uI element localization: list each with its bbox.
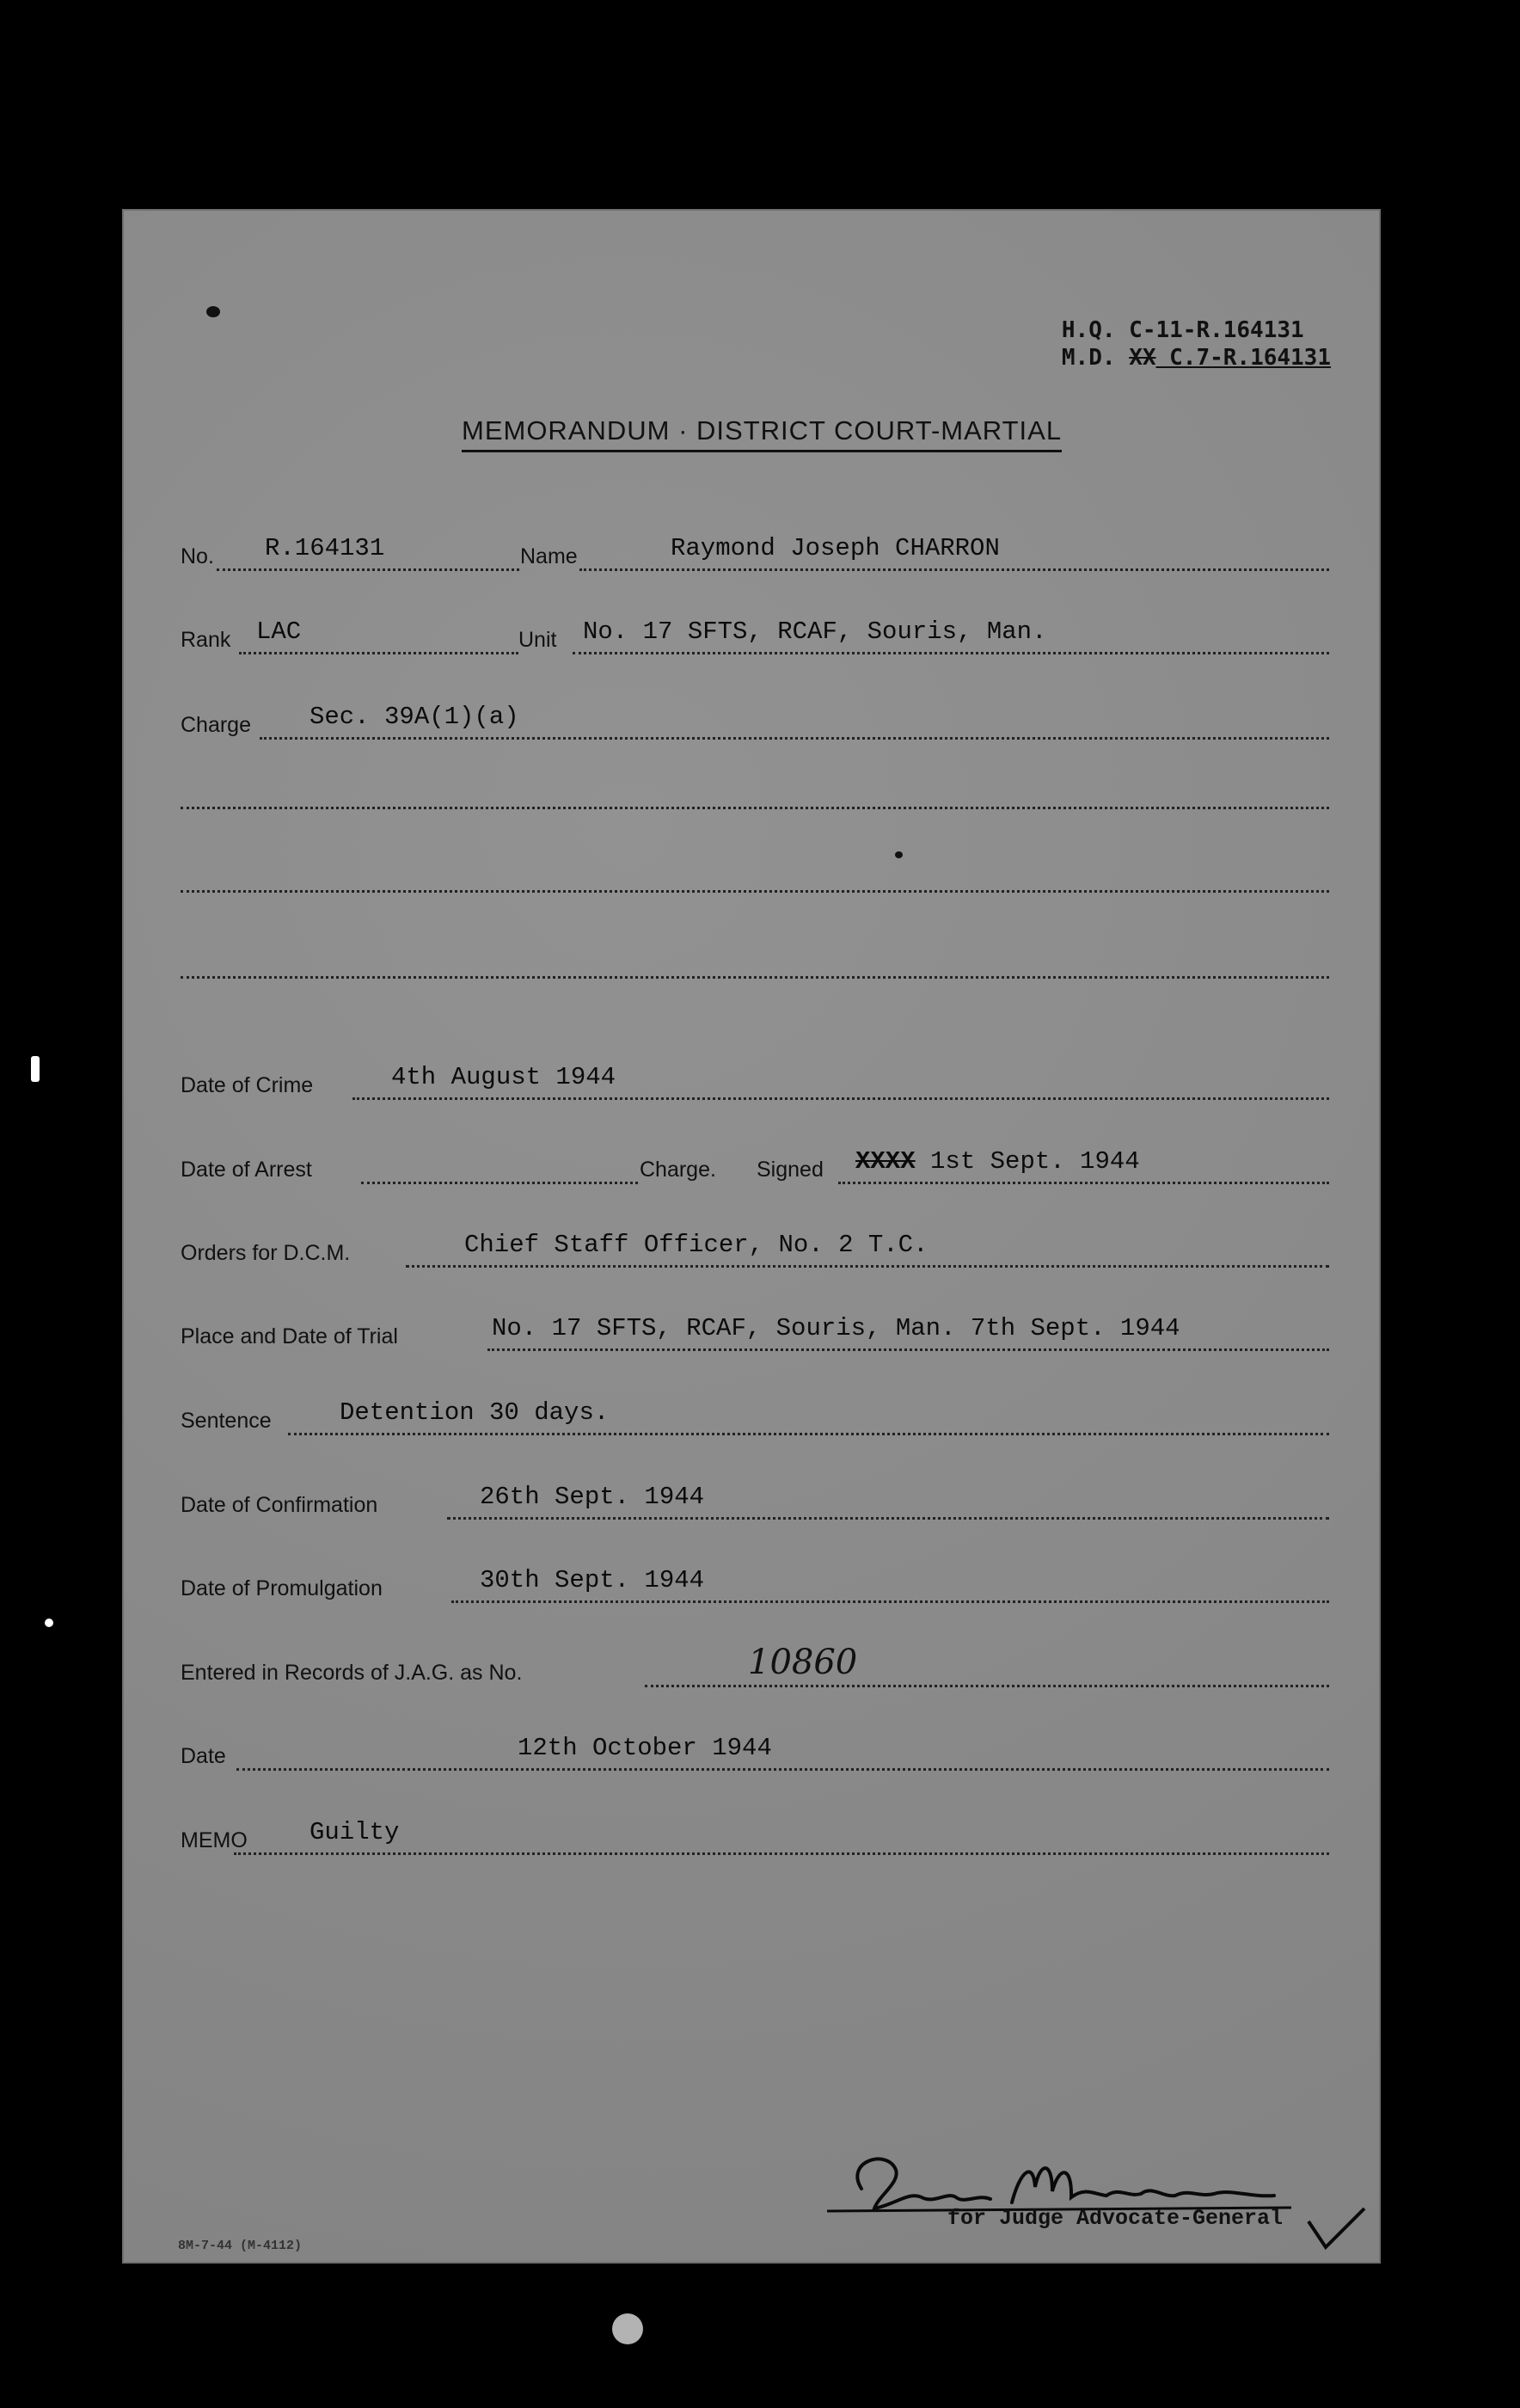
field-row-date-of-arrest — [181, 1145, 1329, 1184]
field-row-date-confirmation — [181, 1480, 1329, 1520]
jag-records-label: Entered in Records of J.A.G. as No. — [181, 1661, 523, 1685]
field-row-date-promulgation — [181, 1563, 1329, 1603]
date-confirmation-value: 26th Sept. 1944 — [480, 1483, 705, 1511]
date-confirmation-dotted-line — [447, 1517, 1329, 1520]
field-row-place-date-trial — [181, 1312, 1329, 1351]
sentence-label: Sentence — [181, 1409, 272, 1433]
orders-dcm-label: Orders for D.C.M. — [181, 1241, 351, 1265]
charge-label-2: Charge. — [640, 1158, 716, 1182]
form-number: 8M-7-44 (M-4112) — [178, 2239, 303, 2253]
md-struck-text: XX — [1129, 345, 1156, 371]
unit-label: Unit — [518, 628, 557, 652]
jag-records-number: 10860 — [748, 1643, 858, 1682]
memo-dotted-line — [234, 1852, 1329, 1855]
signed-value: XXXX 1st Sept. 1944 — [855, 1147, 1140, 1176]
charge-dotted-line — [260, 737, 1329, 740]
memo-label: MEMO — [181, 1828, 248, 1852]
signature-caption: for Judge Advocate-General — [947, 2206, 1284, 2231]
film-edge-mark — [612, 2313, 643, 2344]
field-row-rank-unit — [181, 615, 1329, 654]
field-row-charge — [181, 700, 1329, 740]
name-value: Raymond Joseph CHARRON — [671, 534, 1000, 562]
name-dotted-line — [579, 568, 1329, 571]
signed-dotted-line — [838, 1182, 1329, 1184]
md-reference: M.D. XX C.7-R.164131 — [1061, 345, 1331, 371]
charge-continuation-line — [181, 807, 1329, 809]
no-value: R.164131 — [265, 534, 385, 562]
signed-label: Signed — [757, 1158, 824, 1182]
place-date-trial-label: Place and Date of Trial — [181, 1324, 398, 1348]
memo-value: Guilty — [310, 1818, 400, 1846]
ink-speck — [206, 306, 220, 317]
date-of-crime-dotted-line — [352, 1097, 1329, 1100]
reference-numbers — [1062, 316, 1331, 372]
rank-label: Rank — [181, 628, 231, 652]
field-row-date-of-crime — [181, 1060, 1329, 1100]
field-row-sentence — [181, 1396, 1329, 1435]
date-promulgation-value: 30th Sept. 1944 — [480, 1566, 705, 1594]
field-row-memo — [181, 1815, 1329, 1855]
check-mark-icon — [1304, 2204, 1373, 2256]
charge-continuation-line — [181, 890, 1329, 893]
unit-dotted-line — [573, 652, 1329, 654]
date-promulgation-dotted-line — [451, 1600, 1329, 1603]
jag-records-dotted-line — [645, 1685, 1329, 1687]
no-dotted-line — [217, 568, 519, 571]
orders-dcm-dotted-line — [406, 1265, 1329, 1268]
sentence-dotted-line — [288, 1433, 1329, 1435]
field-row-date — [181, 1731, 1329, 1771]
sentence-value: Detention 30 days. — [340, 1398, 610, 1427]
date-of-crime-label: Date of Crime — [181, 1073, 314, 1097]
charge-value: Sec. 39A(1)(a) — [310, 703, 519, 731]
rank-value: LAC — [256, 617, 302, 646]
place-date-trial-value: No. 17 SFTS, RCAF, Souris, Man. 7th Sept. 1944 — [492, 1314, 1180, 1342]
unit-value: No. 17 SFTS, RCAF, Souris, Man. — [583, 617, 1047, 646]
charge-continuation-line — [181, 976, 1329, 979]
no-label: No. — [181, 544, 214, 568]
date-value: 12th October 1944 — [518, 1734, 772, 1762]
charge-label: Charge — [181, 713, 251, 737]
date-promulgation-label: Date of Promulgation — [181, 1576, 383, 1600]
film-edge-mark — [31, 1056, 40, 1082]
name-label: Name — [520, 544, 578, 568]
field-row-jag-records — [181, 1643, 1329, 1687]
date-of-arrest-label: Date of Arrest — [181, 1158, 312, 1182]
signed-struck-text: XXXX — [855, 1147, 916, 1176]
rank-dotted-line — [239, 652, 518, 654]
ink-speck — [895, 851, 903, 858]
date-confirmation-label: Date of Confirmation — [181, 1493, 378, 1517]
film-edge-mark — [45, 1619, 53, 1627]
orders-dcm-value: Chief Staff Officer, No. 2 T.C. — [464, 1231, 929, 1259]
date-label: Date — [181, 1744, 226, 1768]
hq-reference: H.Q. C-11-R.164131 — [1061, 317, 1304, 343]
page-title: MEMORANDUM · DISTRICT COURT-MARTIAL — [462, 415, 1062, 452]
date-of-arrest-dotted-line — [361, 1182, 638, 1184]
field-row-orders-dcm — [181, 1228, 1329, 1268]
field-row-no-name — [181, 531, 1329, 571]
place-date-trial-dotted-line — [487, 1348, 1329, 1351]
date-of-crime-value: 4th August 1944 — [391, 1063, 616, 1091]
date-dotted-line — [236, 1768, 1329, 1771]
memorandum-sheet — [122, 209, 1381, 2264]
